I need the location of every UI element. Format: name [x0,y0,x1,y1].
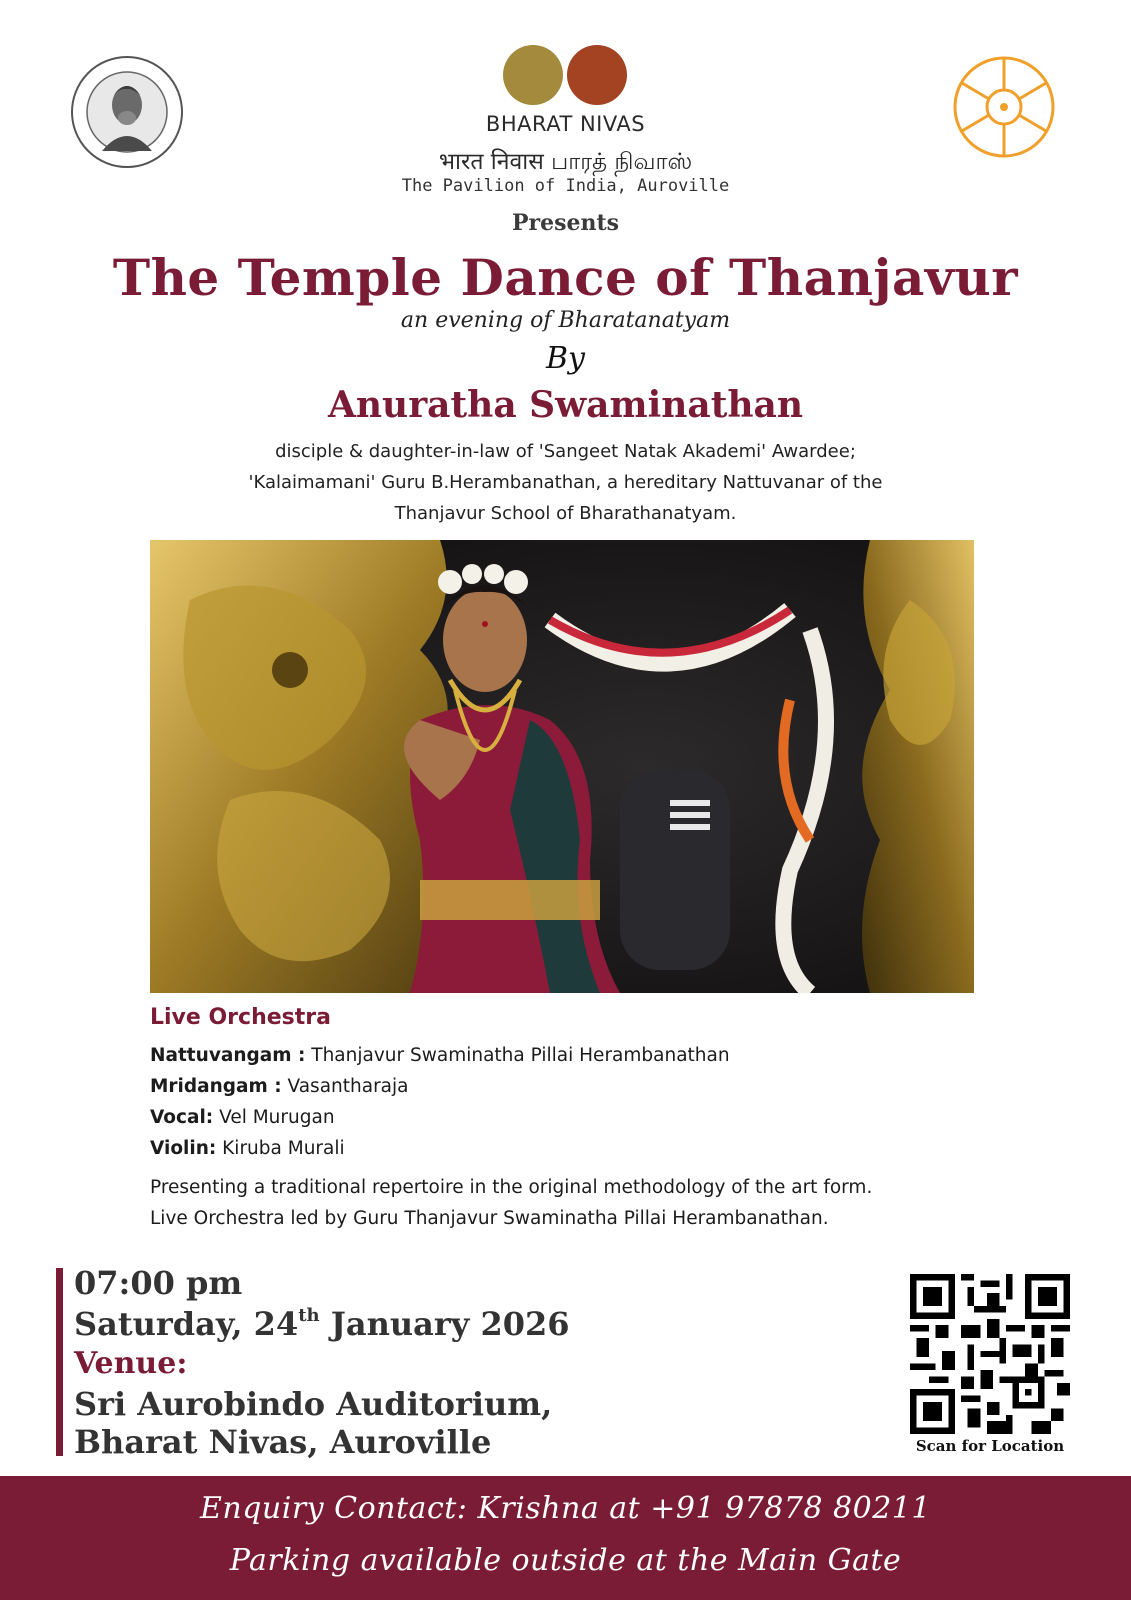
bharatanatyam-dancer-photo [150,540,974,993]
artist-name: Anuratha Swaminathan [327,384,804,426]
orchestra-member: Vasantharaja [281,1076,409,1097]
list-item [150,1133,730,1164]
repertoire-description [150,1172,990,1234]
qr-caption: Scan for Location [915,1437,1065,1455]
presents-label: Presents [511,210,620,236]
date-ordinal: th [298,1305,320,1326]
bio-line: Thanjavur School of Bharathanatyam. [394,503,737,524]
date-prefix: Saturday, 24 [74,1305,299,1343]
bio-line: 'Kalaimamani' Guru B.Herambanathan, a hereditary Nattuvanar of the [248,472,883,493]
description-line: Live Orchestra led by Guru Thanjavur Swaminatha Pillai Herambanathan. [150,1208,829,1229]
orchestra-list [150,1040,730,1164]
orchestra-role: Mridangam : [150,1076,282,1097]
orchestra-member: Kiruba Murali [216,1138,345,1159]
enquiry-contact: Enquiry Contact: Krishna at +91 97878 80211 [200,1491,931,1526]
orchestra-heading: Live Orchestra [150,1005,331,1030]
list-item [150,1102,730,1133]
list-item [150,1071,730,1102]
venue-line-2: Bharat Nivas, Auroville [74,1423,492,1461]
orchestra-member: Thanjavur Swaminatha Pillai Herambanathan [305,1045,730,1066]
brand-name-scripts: भारत निवास பாரத் நிவாஸ் [438,149,693,175]
description-line: Presenting a traditional repertoire in the original methodology of the art form. [150,1177,873,1198]
by-label: By [546,341,585,376]
orchestra-member: Vel Murugan [213,1107,335,1128]
venue-label: Venue: [74,1346,188,1381]
brand-tagline: The Pavilion of India, Auroville [401,176,730,196]
bharat-nivas-logo-dots [502,44,630,108]
orchestra-role: Vocal: [150,1107,214,1128]
qr-code-icon[interactable] [910,1274,1070,1434]
schedule-accent-bar [56,1268,63,1456]
event-date [74,1305,570,1343]
event-subtitle: an evening of Bharatanatyam [400,308,731,333]
brand-name: BHARAT NIVAS [485,112,646,136]
orchestra-role: Nattuvangam : [150,1045,306,1066]
artist-bio [0,436,1131,529]
date-suffix: January 2026 [319,1305,570,1343]
bio-line: disciple & daughter-in-law of 'Sangeet Natak Akademi' Awardee; [275,441,856,462]
list-item [150,1040,730,1071]
event-title: The Temple Dance of Thanjavur [112,248,1019,307]
event-time: 07:00 pm [74,1264,243,1302]
orchestra-role: Violin: [150,1138,217,1159]
venue-line-1: Sri Aurobindo Auditorium, [74,1385,553,1423]
parking-info: Parking available outside at the Main Gate [229,1543,902,1578]
